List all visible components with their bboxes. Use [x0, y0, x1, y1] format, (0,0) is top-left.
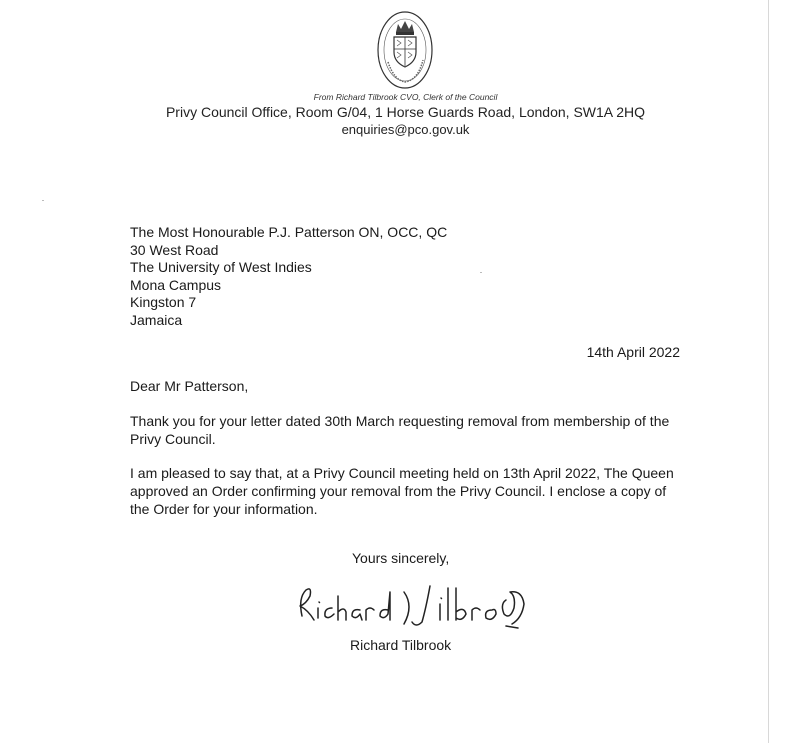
letter-date: 14th April 2022 — [586, 344, 680, 360]
body-paragraph: I am pleased to say that, at a Privy Council meeting held on 13th April 2022, The Queen approved an Order confirming your removal from the Privy Council. I enclose a copy of the Order for your information. — [130, 465, 674, 517]
office-address: Privy Council Office, Room G/04, 1 Horse Guards Road, London, SW1A 2HQ — [165, 104, 646, 120]
recipient-line: Mona Campus — [130, 276, 222, 293]
scan-speck — [480, 272, 482, 273]
scan-speck — [42, 200, 44, 201]
salutation: Dear Mr Patterson, — [130, 378, 249, 394]
recipient-address — [130, 224, 447, 330]
body-paragraph: Thank you for your letter dated 30th March requesting removal from membership of the Privy Council. — [130, 413, 670, 447]
privy-council-seal-icon — [376, 10, 434, 90]
recipient-line: The University of West Indies — [130, 259, 312, 276]
recipient-line: Jamaica — [130, 311, 183, 328]
recipient-line: Kingston 7 — [130, 294, 197, 311]
valediction: Yours sincerely, — [352, 550, 450, 566]
signer-name: Richard Tilbrook — [350, 637, 452, 653]
handwritten-signature — [292, 578, 532, 630]
recipient-line: The Most Honourable P.J. Patterson ON, OCC, QC — [130, 224, 448, 240]
from-line: From Richard Tilbrook CVO, Clerk of the Council — [313, 92, 498, 102]
office-email: enquiries@pco.gov.uk — [341, 122, 470, 137]
recipient-line: 30 West Road — [130, 241, 219, 258]
